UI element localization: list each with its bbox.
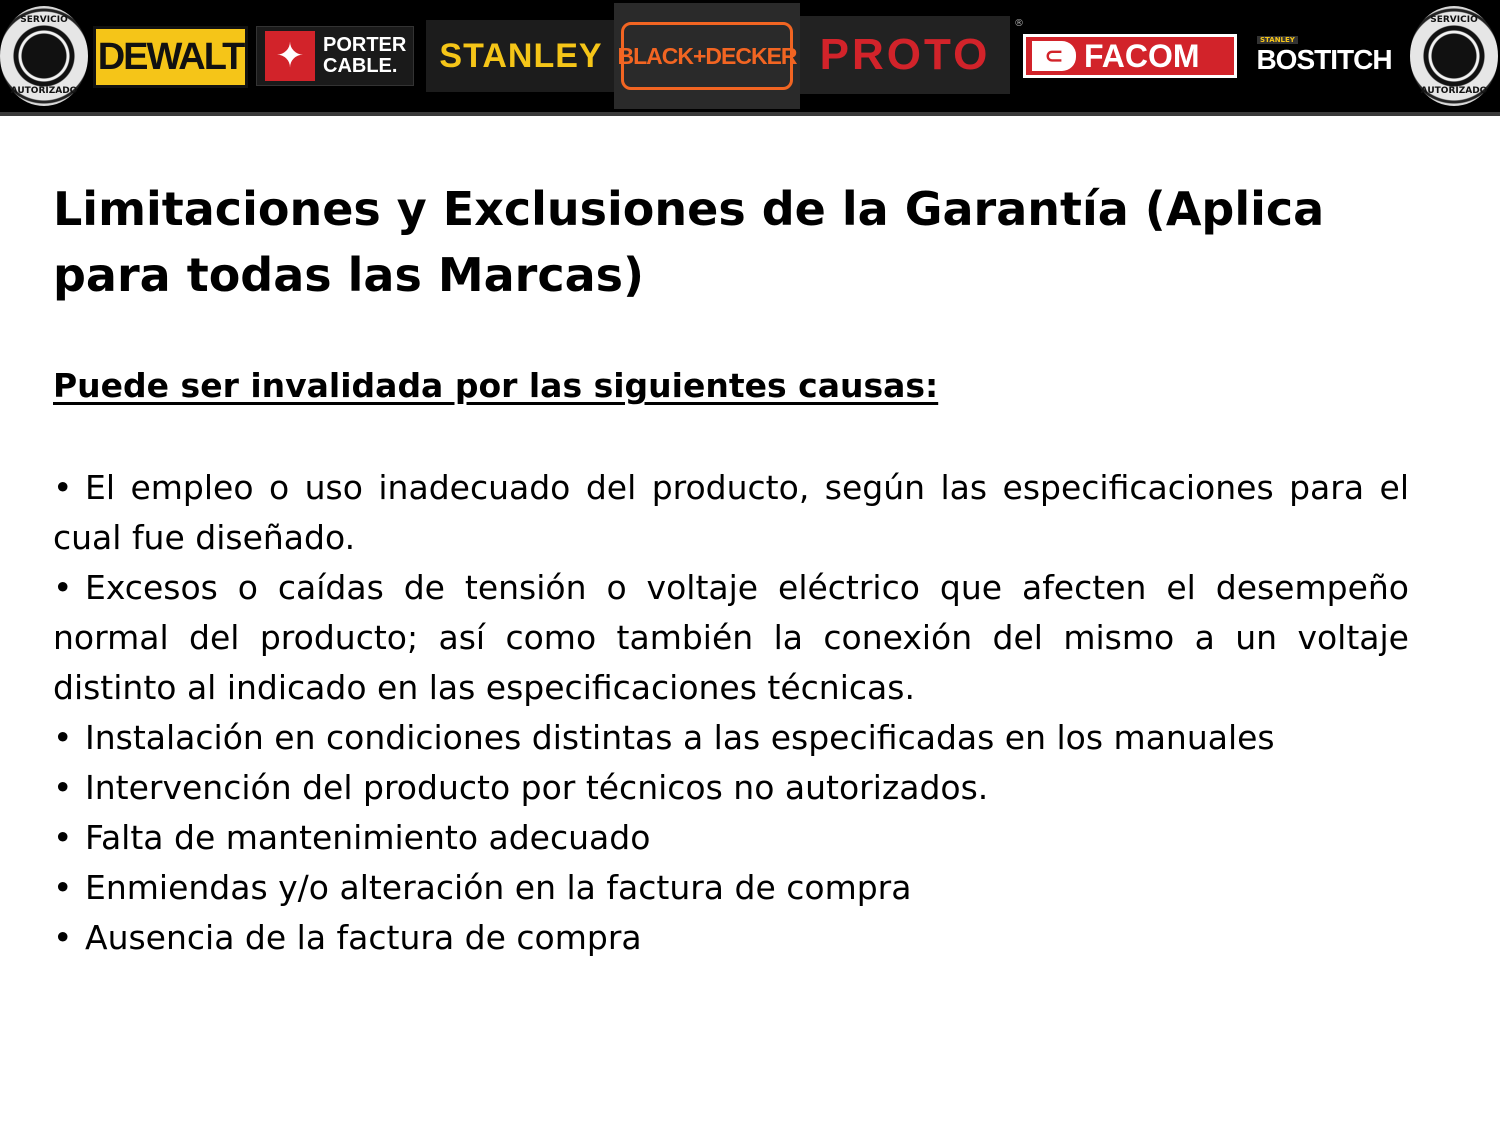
porter-cable-line1: PORTER bbox=[323, 34, 407, 56]
cause-text: Excesos o caídas de tensión o voltaje eléctrico que afecten el desempeño normal del producto; así como también la conexión del mismo a un voltaje distinto al indicado en las especificaciones técnicas. bbox=[53, 568, 1409, 707]
brand-banner bbox=[0, 0, 1500, 116]
porter-cable-star-icon: ✦ bbox=[265, 31, 315, 81]
cause-text: Falta de mantenimiento adecuado bbox=[85, 818, 651, 857]
seal-text-top: SERVICIO bbox=[20, 15, 68, 25]
section-subtitle: Puede ser invalidada por las siguientes causas: bbox=[53, 366, 939, 405]
bullet-icon: • bbox=[53, 568, 73, 607]
banner-divider bbox=[0, 112, 1500, 116]
proto-logo: PROTO bbox=[800, 16, 1010, 94]
seal-text-bottom-right: AUTORIZADO bbox=[1420, 86, 1488, 96]
porter-cable-logo bbox=[256, 26, 414, 86]
list-item bbox=[53, 863, 1409, 913]
seal-text-bottom: AUTORIZADO bbox=[10, 86, 78, 96]
list-item bbox=[53, 763, 1409, 813]
facom-logo bbox=[1023, 34, 1237, 78]
cause-text: Intervención del producto por técnicos no autorizados. bbox=[85, 768, 989, 807]
bullet-icon: • bbox=[53, 818, 73, 857]
bullet-icon: • bbox=[53, 768, 73, 807]
registered-mark-icon: ® bbox=[1014, 18, 1024, 29]
authorized-service-seal-left bbox=[0, 6, 88, 106]
porter-cable-line2: CABLE. bbox=[323, 55, 398, 77]
list-item bbox=[53, 563, 1409, 713]
facom-wrench-icon: ⊂ bbox=[1032, 41, 1076, 71]
cause-text: El empleo o uso inadecuado del producto, según las especificaciones para el cual fue diseñado. bbox=[53, 468, 1409, 557]
list-item bbox=[53, 813, 1409, 863]
bostitch-text: BOSTITCH bbox=[1256, 44, 1392, 75]
causes-list bbox=[53, 463, 1409, 963]
list-item bbox=[53, 463, 1409, 563]
bullet-icon: • bbox=[53, 468, 73, 507]
cause-text: Instalación en condiciones distintas a las especificadas en los manuales bbox=[85, 718, 1275, 757]
cause-text: Enmiendas y/o alteración en la factura de compra bbox=[85, 868, 912, 907]
stanley-logo: STANLEY bbox=[426, 20, 616, 92]
bullet-icon: • bbox=[53, 718, 73, 757]
black-decker-text: BLACK+DECKER bbox=[621, 22, 793, 90]
bostitch-stanley-tag: STANLEY bbox=[1257, 36, 1298, 44]
facom-text: FACOM bbox=[1084, 37, 1200, 74]
list-item bbox=[53, 713, 1409, 763]
bostitch-logo bbox=[1245, 28, 1403, 84]
dewalt-logo: DEWALT bbox=[93, 26, 248, 88]
seal-text-top-right: SERVICIO bbox=[1430, 15, 1478, 25]
page-title: Limitaciones y Exclusiones de la Garantía (Aplica para todas las Marcas) bbox=[53, 182, 1325, 302]
list-item bbox=[53, 913, 1409, 963]
cause-text: Ausencia de la factura de compra bbox=[85, 918, 642, 957]
bullet-icon: • bbox=[53, 868, 73, 907]
authorized-service-seal-right bbox=[1410, 6, 1498, 106]
bullet-icon: • bbox=[53, 918, 73, 957]
black-decker-logo bbox=[614, 3, 800, 109]
